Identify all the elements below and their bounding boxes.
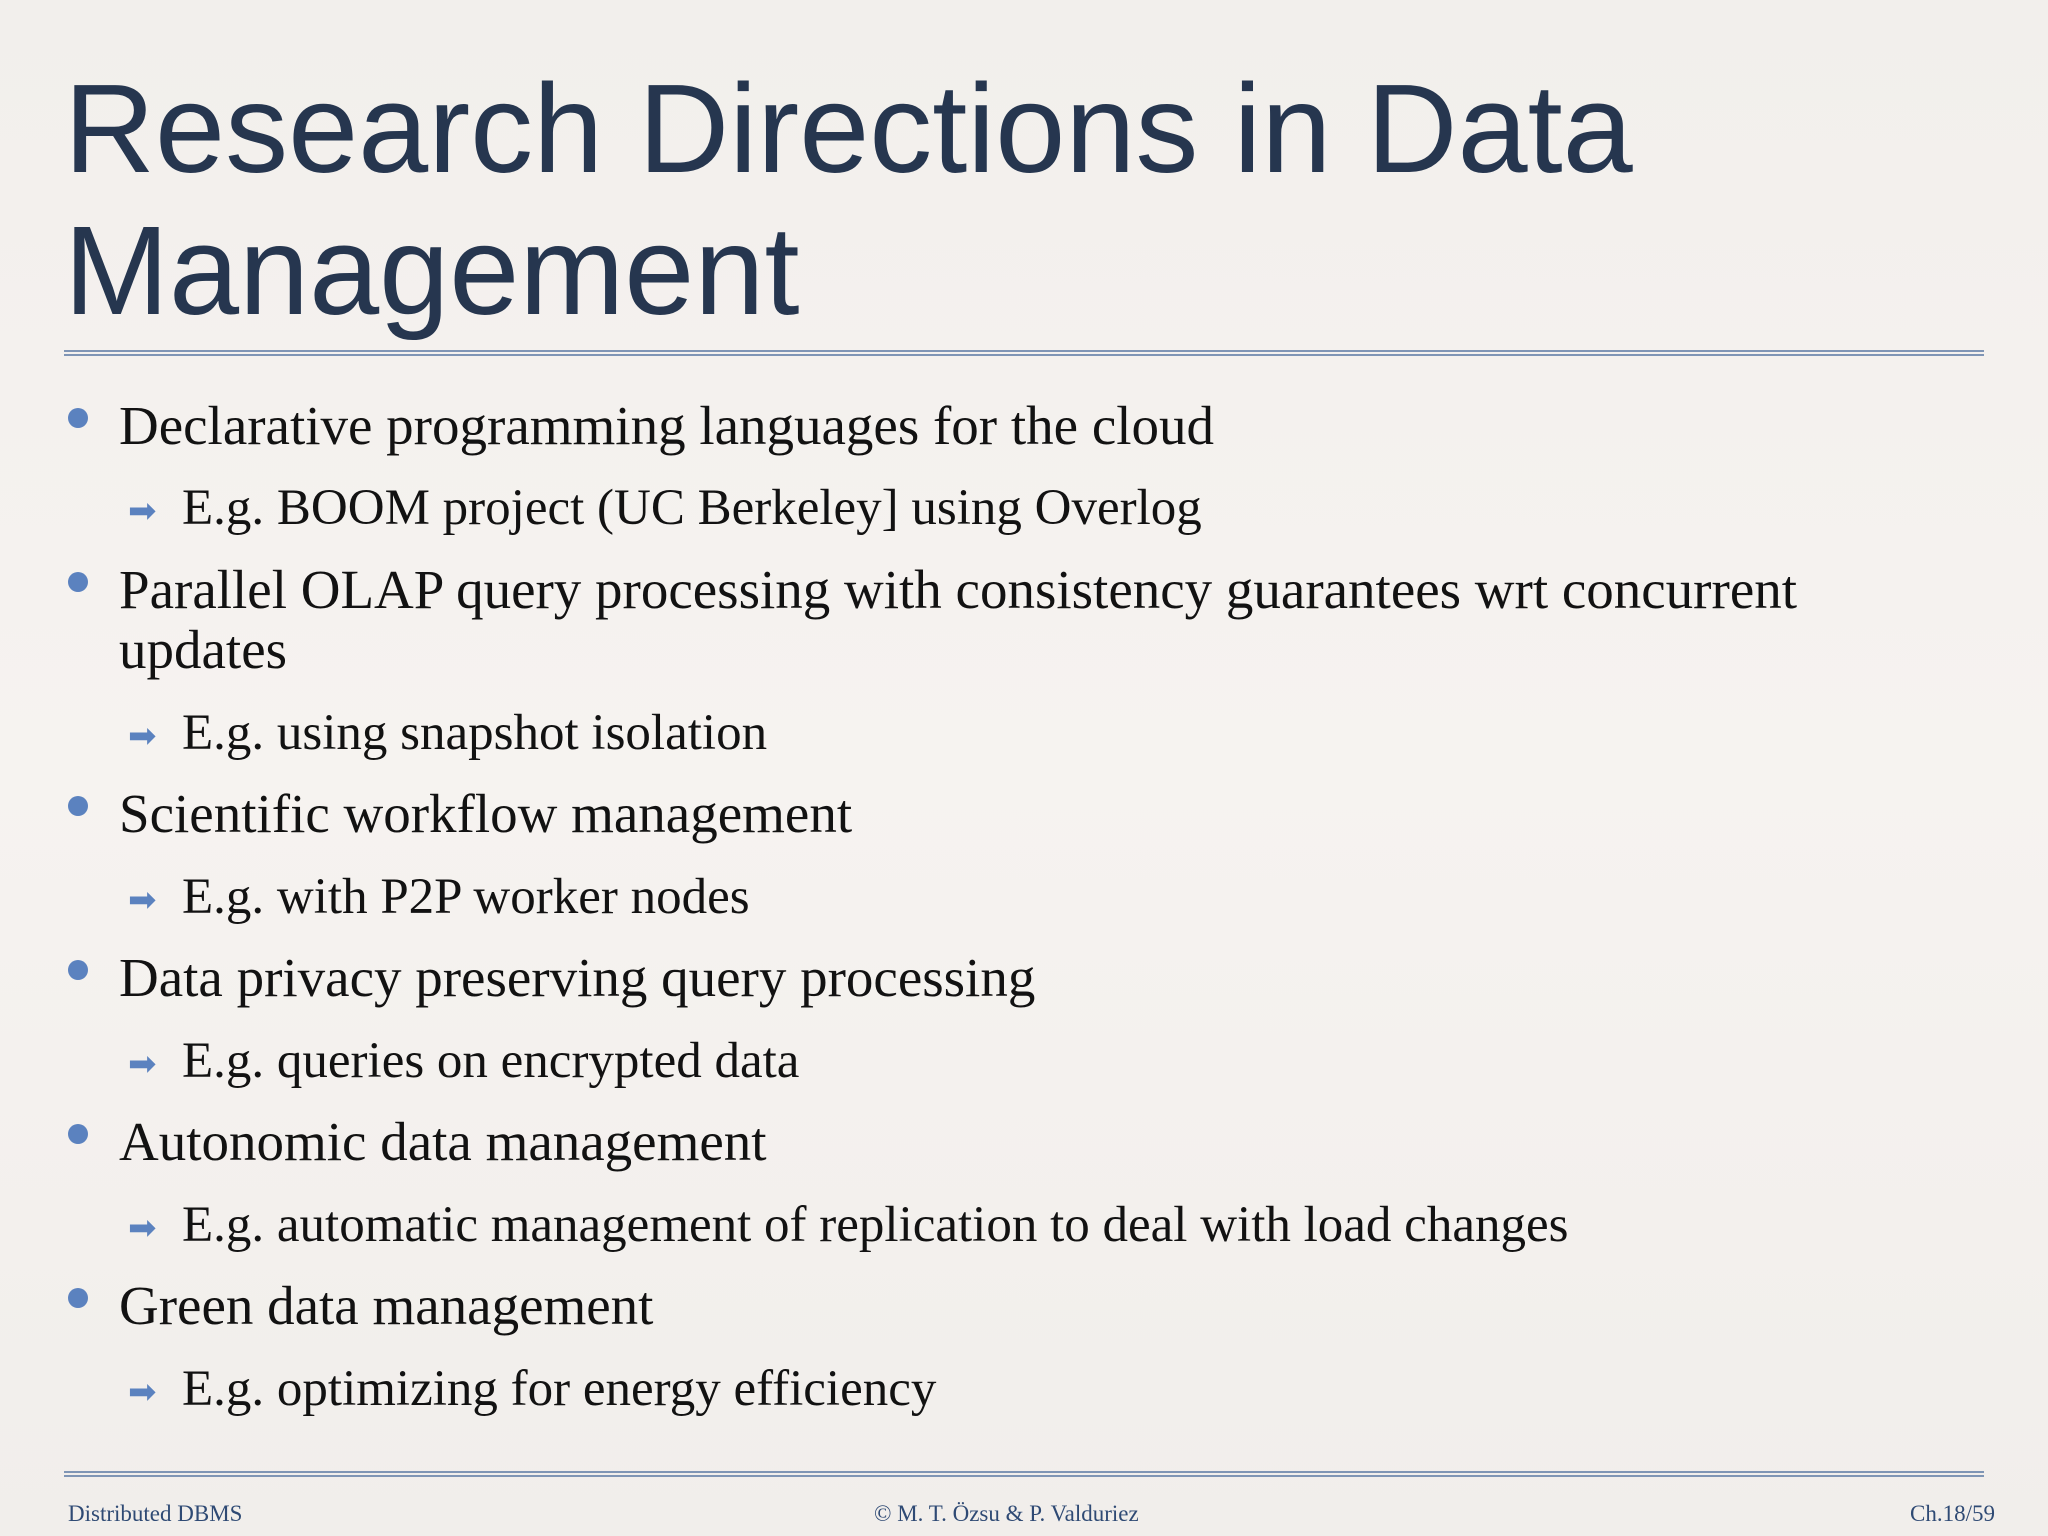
bullet-item: Scientific workflow management [119, 783, 853, 844]
arrow-right-icon: ➡ [128, 716, 157, 756]
footer-divider [64, 1471, 1984, 1477]
footer-page-number: Ch.18/59 [1910, 1501, 1995, 1526]
bullet-dot-icon [68, 1288, 88, 1308]
arrow-right-icon: ➡ [128, 1372, 157, 1412]
arrow-right-icon: ➡ [128, 880, 157, 920]
footer-course: Distributed DBMS [68, 1501, 243, 1526]
bullet-dot-icon [68, 796, 88, 816]
sub-bullet-item: E.g. queries on encrypted data [182, 1033, 800, 1089]
bullet-dot-icon [68, 572, 88, 592]
footer-copyright: © M. T. Özsu & P. Valduriez [874, 1501, 1139, 1526]
bullet-dot-icon [68, 960, 88, 980]
bullet-item: Parallel OLAP query processing with consistency guarantees wrt concurrent updates [119, 559, 1798, 680]
arrow-right-icon: ➡ [128, 1208, 157, 1248]
bullet-item: Declarative programming languages for the cloud [119, 395, 1215, 456]
bullet-item: Autonomic data management [119, 1111, 767, 1172]
sub-bullet-item: E.g. with P2P worker nodes [182, 869, 750, 925]
bullet-item: Green data management [119, 1275, 654, 1336]
sub-bullet-item: E.g. BOOM project (UC Berkeley] using Overlog [182, 480, 1202, 536]
slide-title: Research Directions in Data Management [64, 58, 1633, 341]
bullet-dot-icon [68, 1124, 88, 1144]
bullet-dot-icon [68, 408, 88, 428]
sub-bullet-item: E.g. optimizing for energy efficiency [182, 1361, 937, 1417]
sub-bullet-item: E.g. automatic management of replication to deal with load changes [182, 1197, 1569, 1253]
arrow-right-icon: ➡ [128, 491, 157, 531]
bullet-item: Data privacy preserving query processing [119, 947, 1036, 1008]
sub-bullet-item: E.g. using snapshot isolation [182, 705, 768, 761]
arrow-right-icon: ➡ [128, 1044, 157, 1084]
